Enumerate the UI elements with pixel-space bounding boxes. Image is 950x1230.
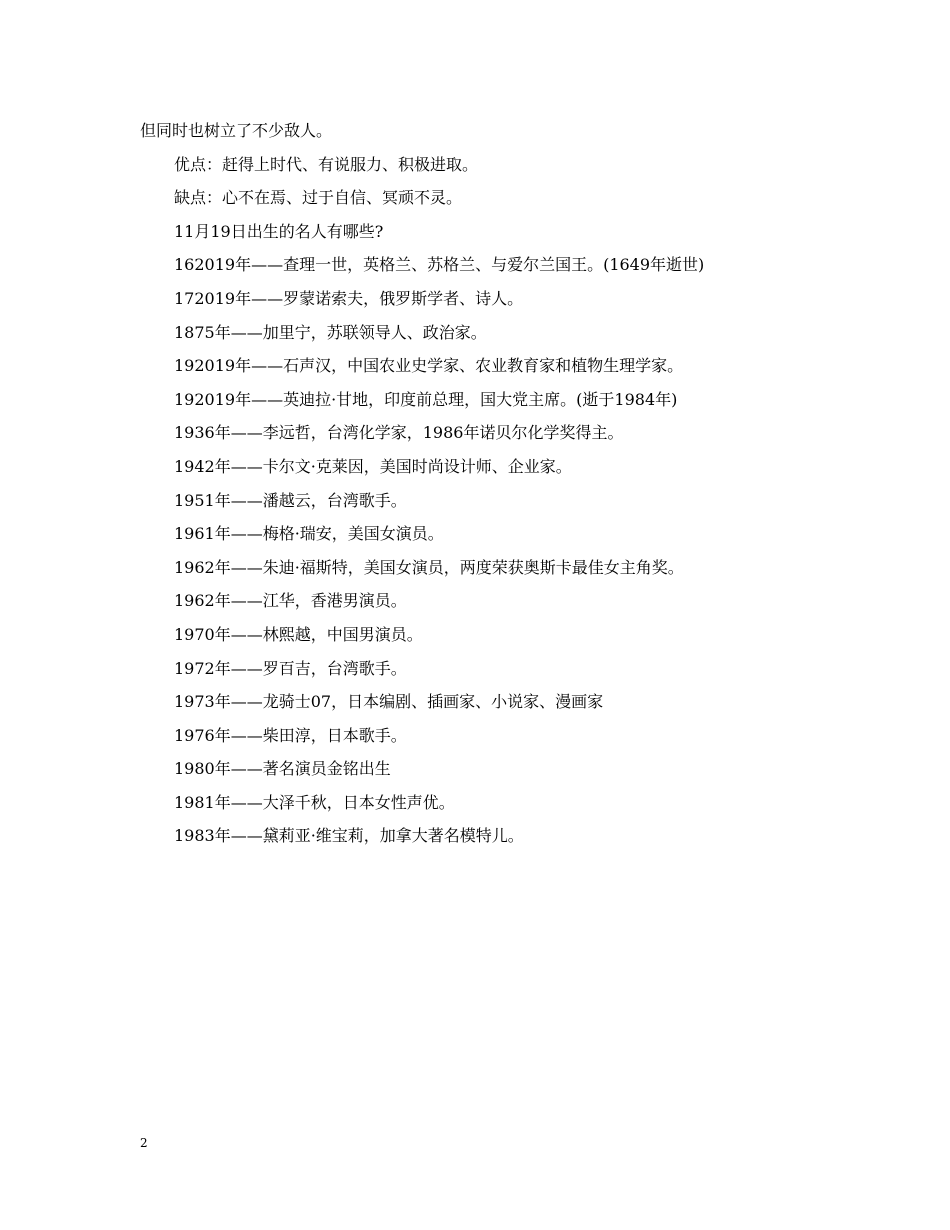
list-item: 172019年——罗蒙诺索夫，俄罗斯学者、诗人。 [174,288,524,308]
list-item: 1981年——大泽千秋，日本女性声优。 [174,792,455,812]
text-line: 但同时也树立了不少敌人。 [140,121,333,140]
text-line: 缺点：心不在焉、过于自信、冥顽不灵。 [174,188,463,208]
list-item: 1972年——罗百吉，台湾歌手。 [174,658,407,678]
document-body [140,114,840,853]
list-item: 162019年——查理一世，英格兰、苏格兰、与爱尔兰国王。(1649年逝世) [174,255,705,275]
list-item: 1976年——柴田淳，日本歌手。 [174,725,407,745]
list-item: 1970年——林熙越，中国男演员。 [174,624,423,644]
list-item: 1980年——著名演员金铭出生 [174,759,391,779]
list-item: 192019年——石声汉，中国农业史学家、农业教育家和植物生理学家。 [174,356,684,376]
list-item: 1962年——朱迪·福斯特，美国女演员，两度荣获奥斯卡最佳女主角奖。 [174,557,684,577]
list-item: 1973年——龙骑士07，日本编剧、插画家、小说家、漫画家 [174,692,604,712]
list-item: 1951年——潘越云，台湾歌手。 [174,490,407,510]
page-number: 2 [140,1136,148,1150]
section-question: 11月19日出生的名人有哪些? [174,221,384,241]
list-item: 1961年——梅格·瑞安，美国女演员。 [174,524,444,544]
list-item: 1875年——加里宁，苏联领导人、政治家。 [174,322,487,342]
list-item: 1942年——卡尔文·克莱因，美国时尚设计师、企业家。 [174,456,572,476]
list-item: 192019年——英迪拉·甘地，印度前总理，国大党主席。(逝于1984年) [174,389,678,409]
list-item: 1983年——黛莉亚·维宝莉，加拿大著名模特儿。 [174,826,524,846]
list-item: 1936年——李远哲，台湾化学家，1986年诺贝尔化学奖得主。 [174,423,624,443]
text-line: 优点：赶得上时代、有说服力、积极进取。 [174,154,479,174]
list-item: 1962年——江华，香港男演员。 [174,591,407,611]
